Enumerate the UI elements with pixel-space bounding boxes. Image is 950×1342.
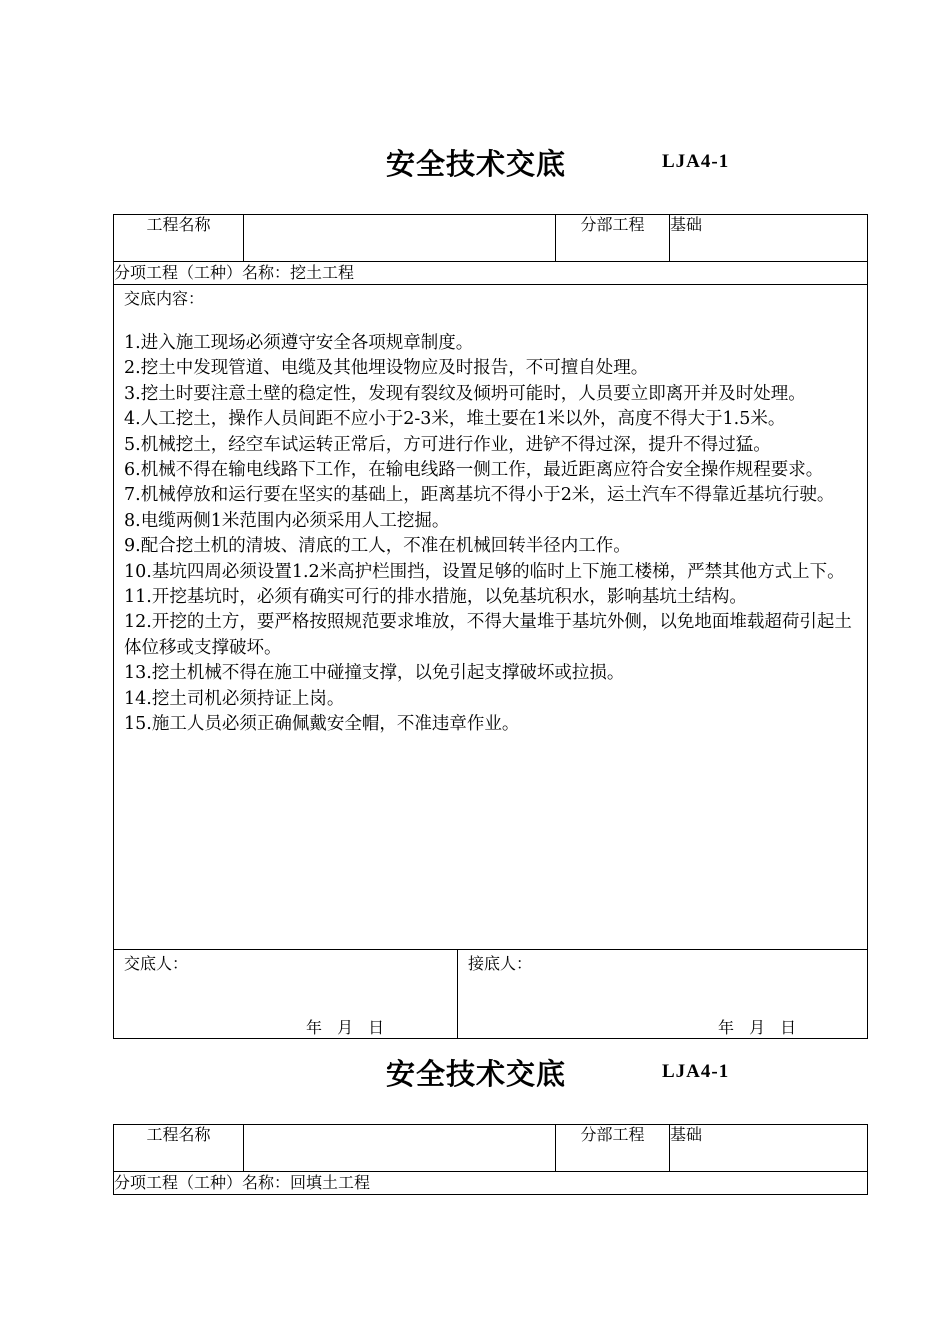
list-item: 2.挖土中发现管道、电缆及其他埋设物应及时报告，不可擅自处理。 — [124, 358, 649, 379]
list-item: 13.挖土机械不得在施工中碰撞支撑，以免引起支撑破坏或拉损。 — [124, 663, 625, 684]
form1-code: LJA4-1 — [662, 151, 730, 172]
form2-subitem — [114, 1172, 868, 1195]
list-item: 9.配合挖土机的清坡、清底的工人，不准在机械回转半径内工作。 — [124, 536, 631, 557]
list-item: 5.机械挖土，经空车试运转正常后，方可进行作业，进铲不得过深，提升不得过猛。 — [124, 434, 771, 455]
list-item: 3.挖土时要注意土壁的稳定性，发现有裂纹及倾坍可能时，人员要立即离开并及时处理。 — [124, 383, 806, 404]
form2-table — [113, 1124, 868, 1195]
form1-division-value: 基础 — [670, 215, 868, 262]
form1-header — [0, 142, 950, 182]
form2-division-value: 基础 — [670, 1125, 868, 1172]
form2-title: 安全技术交底 — [386, 1057, 567, 1091]
form1-receiver-date: 年 月 日 — [718, 1018, 797, 1037]
form1-giver-cell — [114, 950, 458, 1039]
list-item: 11.开挖基坑时，必须有确实可行的排水措施，以免基坑积水，影响基坑土结构。 — [124, 587, 747, 608]
form2-subitem-label: 分项工程（工种）名称： — [114, 1173, 291, 1192]
form1-content-cell — [114, 285, 868, 950]
list-item: 6.机械不得在输电线路下工作，在输电线路一侧工作，最近距离应符合安全操作规程要求。 — [124, 460, 824, 481]
form2-header — [0, 1052, 950, 1092]
form2-project-name-value — [244, 1125, 556, 1172]
form2-subitem-value: 回填土工程 — [290, 1173, 371, 1192]
form1-content-label: 交底内容： — [124, 289, 205, 308]
list-item: 15.施工人员必须正确佩戴安全帽，不准违章作业。 — [124, 714, 520, 735]
list-item: 8.电缆两侧1米范围内必须采用人工挖掘。 — [124, 510, 450, 531]
form1-giver-date: 年 月 日 — [306, 1018, 385, 1037]
form2-division-label: 分部工程 — [556, 1125, 670, 1172]
list-item: 10.基坑四周必须设置1.2米高护栏围挡，设置足够的临时上下施工楼梯，严禁其他方式上下。 — [124, 561, 845, 582]
form1-items — [114, 331, 867, 738]
form2-code: LJA4-1 — [662, 1061, 730, 1082]
form1-table — [113, 214, 868, 950]
list-item: 14.挖土司机必须持证上岗。 — [124, 688, 345, 709]
form1-subitem-label: 分项工程（工种）名称： — [114, 263, 291, 282]
list-item: 12.开挖的土方，要严格按照规范要求堆放，不得大量堆于基坑外侧，以免地面堆载超荷引起土体位移或支撑破坏。 — [124, 612, 852, 658]
list-item: 7.机械停放和运行要在坚实的基础上，距离基坑不得小于2米，运土汽车不得靠近基坑行驶。 — [124, 485, 835, 506]
form1-division-label: 分部工程 — [556, 215, 670, 262]
form2-project-name-label: 工程名称 — [114, 1125, 244, 1172]
form1-giver-label: 交底人： — [124, 954, 189, 973]
form1-subitem-value: 挖土工程 — [290, 263, 355, 282]
form1-receiver-cell — [458, 950, 868, 1039]
form1-sign-table — [113, 949, 868, 1039]
form1-subitem — [114, 262, 868, 285]
form1-project-name-label: 工程名称 — [114, 215, 244, 262]
form1-project-name-value — [244, 215, 556, 262]
form1-receiver-label: 接底人： — [468, 954, 533, 973]
form1-title: 安全技术交底 — [386, 147, 567, 181]
list-item: 1.进入施工现场必须遵守安全各项规章制度。 — [124, 333, 474, 353]
list-item: 4.人工挖土，操作人员间距不应小于2-3米，堆土要在1米以外，高度不得大于1.5米。 — [124, 409, 786, 430]
